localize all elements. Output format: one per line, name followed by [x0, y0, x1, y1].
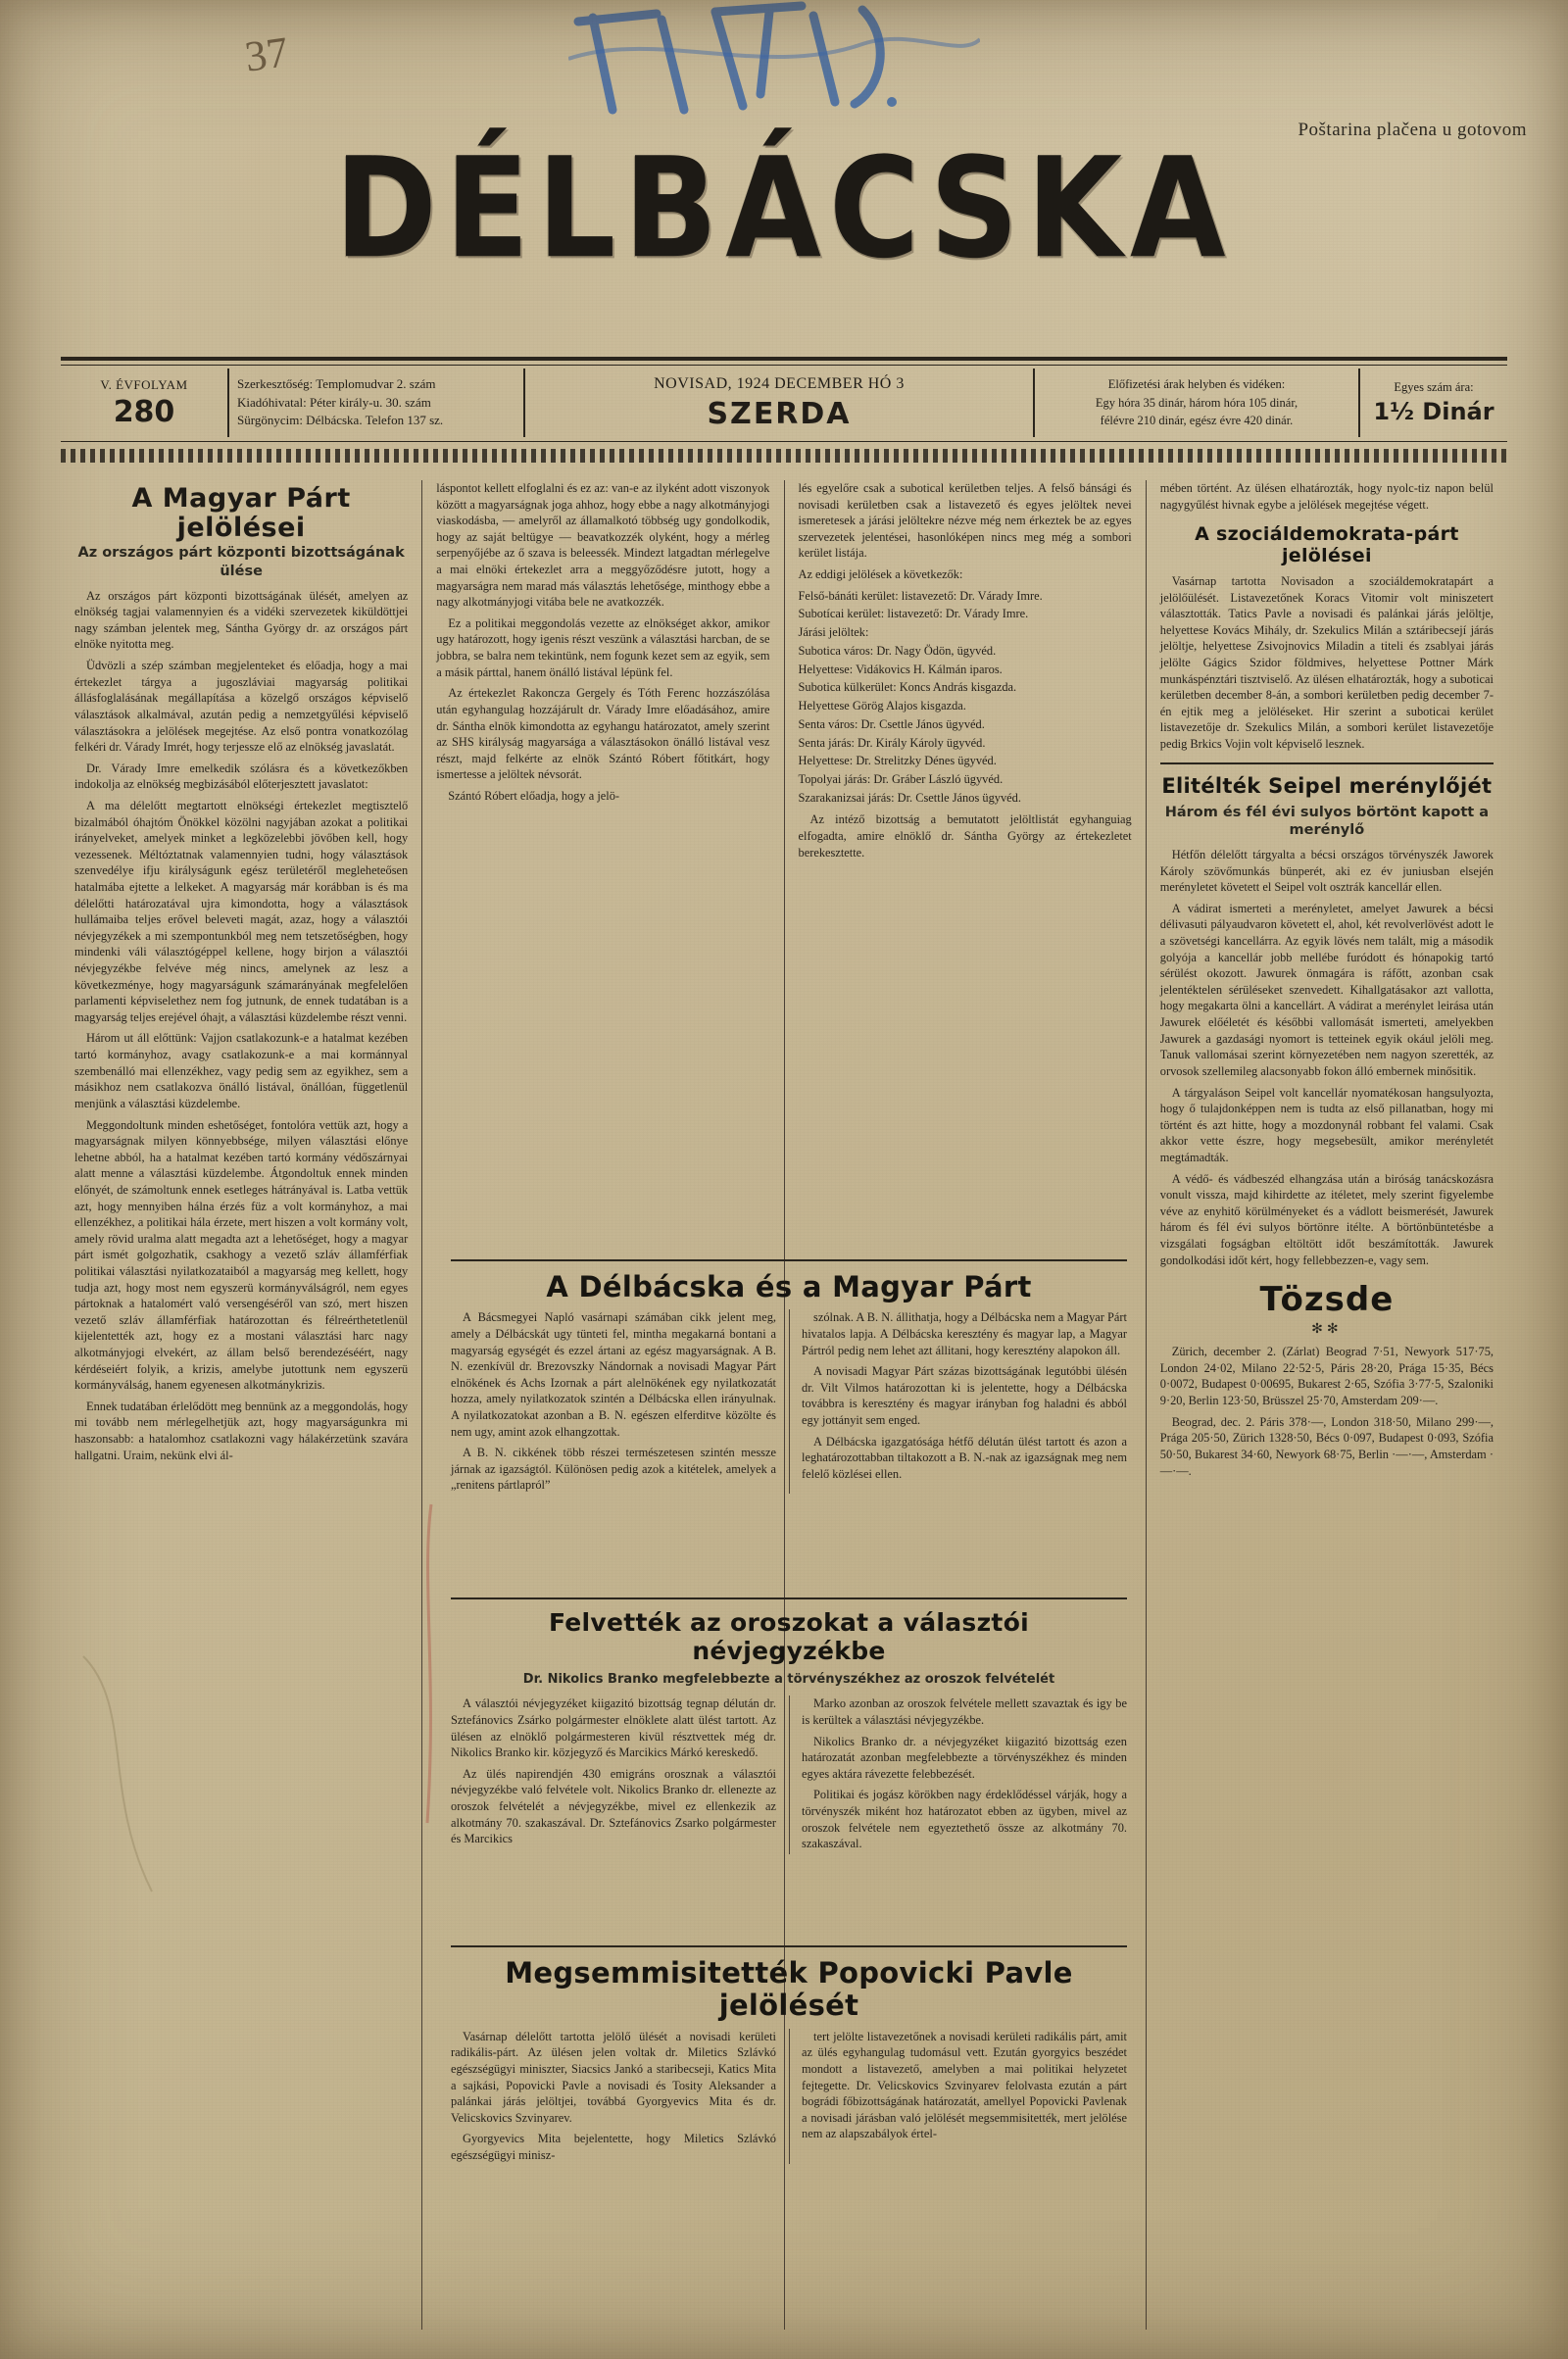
candidate-entry: Helyettese Görög Alajos kisgazda.: [798, 699, 966, 713]
article-3-p4: A védő- és vádbeszéd elhangzása után a biróság tanácskozásra vonult vissza, majd kihirdette az itéletet, mely szerint figyelembe véve az enyhitő körülményeket és a vádlott beismerését, Jawurek három és fél évi sulyos börtönre itéltе. A börtönbüntetésbe a vizsgálati fogságban eltöltött időt beszámították. Jawurek gondolkodási időt kért, hogy fellebbezzen-e, vagy sem.: [1159, 1171, 1494, 1267]
article-5-title: Felvették az oroszokat a választói névjegyzékbe: [548, 1608, 1030, 1665]
article-4-title: A Délbácska és a Magyar Párt: [546, 1270, 1032, 1303]
article-3-p2: A vádirat ismerteti a merényletet, amelyet Jawurek a bécsi délivasuti pályaudvaron követett el, ahol, két revolverlövést adott le a szövetségi kancellárra. Az egyik lövés nem talált, mig a második golyója a kancellár jobb mellébe furódott és hónapokig tartó sérülést okozott. Jawurek önmagára is ráfőtt, azonban csak jelentéktelen sérüléseket szenvedett. Kihallgatásakor azt vallotta, hogy megakarta ölni a kancellárt. A vádirat a merénylet leirása után Jawurek előéletét és későbbi vallomását ismerteti, amelyekben Jawurek a gazdasági nyomort is tetteinek egyik okául jelöli meg. Tanuk vallomásai szerint környezetében nem nagyon szerették, az orvosok szellemileg alacsonyabb fokon álló embernek minősitik.: [1159, 901, 1494, 1078]
handwritten-number: 37: [241, 27, 292, 81]
editorial-line-1: Szerkesztőség: Templomudvar 2. szám: [237, 375, 436, 391]
article-1-subtitle: Az országos párt központi bizottságának ülése: [77, 545, 405, 579]
article-5-p4: Nikolics Branko dr. a névjegyzéket kiigazitó bizottság ezen határozatát azonban megfelebbezte a törvényszékhez és minden egyes aktára rávezette felebbezését.: [802, 1734, 1127, 1781]
subscription-block: [1035, 369, 1358, 437]
article-4-p4: A novisadi Magyar Párt százas bizottságának legutóbbi ülésén dr. Vilt Vilmos határozottan ki is jelentette, hogy a Délbácska továbbra is keresztény és magyar irányban fog haladni és abból egy jottányit sem enged.: [802, 1364, 1127, 1427]
article-1b-p2: Ez a politikai meggondolás vezette az elnökséget akkor, amikor ugy határozott, hogy igenis részt veszünk a választási harcban, de se jobbra, se balra nem tekintünk, nem fogunk kezet sem az egyik, sem a másik párttal, hanem önálló listával lépünk fel.: [436, 615, 770, 679]
spacer-for-span-article: [436, 810, 769, 1104]
candidate-entry: Senta város: Dr. Csettle János ügyvéd.: [798, 716, 985, 731]
article-1-p3: Dr. Várady Imre emelkedik szólásra és a következőkben indokolja az elnökség megbizásából előterjesztett javaslatot:: [74, 761, 409, 792]
candidate-entry: Helyettese: Dr. Strelitzky Dénes ügyvéd.: [798, 754, 997, 768]
candidate-entry: Helyettese: Vidákovics H. Kálmán iparos.: [798, 662, 1003, 676]
article-5-block: [451, 1588, 1127, 1854]
date-block: [525, 369, 1033, 437]
candidate-entry: Járási jelöltek:: [798, 625, 869, 640]
article-1-p1: Az országos párt központi bizottságának ülését, amelyen az elnökség tagjai valamennyien és a vidéki szervezetek kiküldöttjei nagy számban jelentek meg, Sántha György dr. az országos párt elnöke nyitotta meg.: [74, 588, 409, 652]
article-1c-p1: lés egyelőre csak a subotical kerületben teljes. A felső bánsági és novisadi kerületben csak a listavezető és egyes jelöltek nevei ismeretesek a járási jelöltekre nézve még nem érkeztek be az egyes szervezetek jelentései, hasonlóképen nincs meg még a sombori kerület listája.: [798, 481, 1132, 561]
editorial-line-2: Kiadóhivatal: Péter király-u. 30. szám: [237, 394, 431, 410]
nameplate-infobar: [61, 369, 1507, 437]
tozsde-line-1: Zürich, december 2. (Zárlat) Beograd 7·51, Newyork 517·75, London 24·02, Milano 22·52·5, Páris 28·20, Prága 15·35, Bécs 0·0072, Budapest 0·00695, Bukarest 2·65, Szófia 3·77·5, Szaloniki 9·20, Berlin 123·50, Brüsszel 25·70, Amsterdam 209·—.: [1159, 1345, 1494, 1408]
article-6-p1: Vasárnap délelőtt tartotta jelölő ülését a novisadi kerületi radikális-párt. Az ülésen jelen voltak dr. Miletics Szlávkó egészségügyi miniszter, Siacsics Jankó a staribecseji, Katics Mita a sajkási, Popovicki Pavle a novisadi és Tosity Aleksander a palánkai járás jelöltjei, továbbá Gyorgyevics Mita és dr. Velicskovics Szvinyarev.: [451, 2029, 776, 2125]
masthead-title: DÉLBÁCSKA: [334, 127, 1234, 289]
subscription-line-2: félévre 210 dinár, egész évre 420 dinár.: [1100, 414, 1294, 428]
article-4-p1: A Bácsmegyei Napló vasárnapi számában cikk jelent meg, amely a Délbácskát ugy tünteti fel, mintha megakarná bontani a magyarság egységét és ezzel ártani az egész magyarságnak. A B. N. ezenkívül dr. Brezovszky Nándornak a novisadi Magyar Párt elnökének és Achs Izornak a párt alelnökének egy nyilatkozatát hozza, amely nyilatkozatok szintén a Délbácska ellen irányulnak. A nyilatkozatokat azonban a B. N. egészen elferditve közölte és nem ugy, amint azok elhangzottak.: [451, 1310, 776, 1439]
rule-top-thin: [61, 365, 1507, 366]
subscription-line-1: Egy hóra 35 dinár, három hóra 105 dinár,: [1095, 395, 1298, 410]
single-price-label: Egyes szám ára:: [1394, 380, 1474, 394]
candidate-entry: Subotica külkerület: Koncs András kisgazda.: [798, 680, 1017, 695]
article-6-columns: [451, 2029, 1127, 2164]
article-6-block: [451, 1936, 1127, 2164]
article-1-p2: Üdvözli a szép számban megjelenteket és előadja, hogy a mai értekezlet tárgya a jugoszláviai magyarság politikai állásfoglalásának megállapítása a közelgő országos képviselő választások alkalmával, azután pedig a nemzetgyűlési képviselő választásokra a jelölések megejtése. Az első pontra vonatkozólag felkéri dr. Várady Imrét, hogy terjessze elő az elnökség javaslatát.: [74, 659, 409, 755]
editorial-info: [229, 369, 523, 437]
rule-bottom-thin: [61, 441, 1507, 442]
article-1-p6: Meggondoltunk minden eshetőséget, fontolóra vettük azt, hogy a magyarságnak milyen könnyebbsége, milyen választási előnye lehetne abból, ha a hatalmat kezében tartó kormány védőszárnyai alatt menne a választási küzdelembe. Átgondoltuk ennek minden előnyét, de számoltunk ennek esetleges hátrányával is. Latba vettük azt, hogy mennyiben hálna érzés füz a volt kormányhoz, a mai ellenzékhez, a politikai hála érzete, mert hiszen a volt kormány volt, amely rövid uralma alatt megadta azt a lehetőséget, hogy a magyar párt ismét golgozhatik, csakhogy a vezető szláv államférfiak politikai választási nyilatkozataiból a magyarság meg kellett, hogy tudja azt, hogy most nem egyszerü kormányválságról, nem egyes pártoknak a hatalomért való versengéséről van szó, mert hiszen vezető szláv államférfiak határozottan és félreérthetetlenül kijelentették azt, hogy ez a mostani választási harc nagy alkotmányjogi elvekért, az állam belső berendezéséért, nagy kérdéseiért folyik, a krizis, amelybe jutottunk nem egyszerü kormányválság, hanem egyenesen alkotmánykrizis.: [74, 1117, 409, 1393]
section-rule: [451, 1259, 1127, 1261]
volume-block: [61, 369, 227, 437]
tozsde-ornament: ✻✻: [1311, 1322, 1343, 1338]
article-3-p1: Hétfőn délelőtt tárgyalta a bécsi országos törvényszék Jaworek Károly szövőmunkás bünperét, aki ez év juniusban elsején merényletet követett el Seipel volt osztrák kancellár ellen.: [1159, 848, 1494, 895]
candidate-entry: Szarakanizsai járás: Dr. Csettle János ügyvéd.: [798, 790, 1021, 805]
editorial-line-3: Sürgönycim: Délbácska. Telefon 137 sz.: [237, 413, 444, 428]
article-5-p2: Az ülés napirendjén 430 emigráns orosznak a választói névjegyzékbe való felvétele volt. Nikolics Branko dr. ellenezte az oroszok felvételét a névjegyzékbe, mivel ez ellenkezik az alkotmány 70. szakaszával. Dr. Sztefánovics Zsarko polgármester és Marcikics: [451, 1766, 776, 1846]
article-4-columns: [451, 1309, 1127, 1494]
single-price-value: 1½ Dinár: [1373, 398, 1494, 425]
article-1b-p4: Szántó Róbert előadja, hogy a jelö-: [448, 788, 620, 803]
article-5-columns: [451, 1696, 1127, 1854]
article-5-p5: Politikai és jogász körökben nagy érdeklődéssel várják, hogy a törvényszék miként hoz határozatot ebben az ügyben, mivel az oroszok felvétele nem egyeztethető össze az alkotmány 70. szakaszával.: [802, 1788, 1127, 1851]
article-1d-p1: mében történt. Az ülésen elhatározták, hogy nyolc-tiz napon belül nagygyűlést hivnak egybe a jelölések megejtése végett.: [1159, 481, 1494, 512]
subscription-title: Előfizetési árak helyben és vidéken:: [1107, 376, 1286, 391]
article-2-p1: Vasárnap tartotta Novisadon a szociáldemokratapárt a jelölőülését. Listavezetőnek Koracs Vitomir volt miniszetert választották. Tatics Pavle a novisadi és palánkai járás jelöltje, helyettese Kovács Mihály, dr. Szekulics Milán a sztáribecsejí járás jelöltje, helyettese Zsivojnovics Miladin a titeli és zsablyai járás jelölte Gágics Szidor földmives, helyettese Pottner Márk munkáspénztári tisztviselő. Az ülésen elhatározták, hogy a suboticai kerületben december 8-án, a sombori kerületben pedig december 7-én ejtik meg a jelöléseket. Hir szerint a suboticai kerület listavezetője dr. Szekulics Milán, a sombori kerület listavezetője pedig Brkics Vojin volt képviselő lesznek.: [1159, 573, 1494, 751]
article-2-title: A szociáldemokrata-párt jelölései: [1195, 523, 1459, 567]
candidate-entry: Subotica város: Dr. Nagy Ödön, ügyvéd.: [798, 643, 997, 658]
column-1: [61, 480, 421, 2330]
handwritten-scribble: [568, 0, 980, 127]
article-6-p2: Gyorgyevics Mita bejelentette, hogy Miletics Szlávkó egészségügyi minisz-: [451, 2132, 776, 2162]
ornamental-band: [61, 449, 1507, 463]
article-3-title: Elitélték Seipel merénylőjét: [1161, 773, 1493, 798]
tozsde-line-2: Beograd, dec. 2. Páris 378·—, London 318·50, Milano 299·—, Prága 205·50, Zürich 1328·50, Bécs 0·097, Budapest 0·093, Szófia 50·50, Bukarest 34·60, Newyork 68·75, Berlin ·—·—, Amsterdam ·—·—.: [1159, 1414, 1494, 1478]
column-4: [1146, 480, 1507, 2330]
article-5-subtitle: Dr. Nikolics Branko megfelebbezte a törvényszékhez az oroszok felvételét: [522, 1671, 1055, 1687]
candidate-entry: Felső-bánáti kerület: listavezető: Dr. Várady Imre.: [798, 588, 1043, 603]
issue-number: 280: [113, 394, 175, 429]
article-5-p1: A választói névjegyzéket kiigazitó bizottság tegnap délután dr. Sztefánovics Zsárko polgármester elnöklete alatt ülést tartott. Az ülésen az elnöklő polgármesteren kivül résztvettek még dr. Nikolics Branko kir. közjegyző és Marcikics Márkó kereskedő.: [451, 1696, 776, 1760]
article-3-p3: A tárgyaláson Seipel volt kancellár nyomatékosan hangsulyozta, hogy ő tulajdonképpen nem is tudta az első pillanatban, hogy mi történt és azt hitte, hogy a mozdonynál robbant fel valami. Csak akkor vette észre, hogy megsebesült, amikor merényletét megtámadták.: [1159, 1085, 1494, 1164]
article-1b-p1: láspontot kellett elfoglalni és ez az: van-e az ilyként adott viszonyok között a magyarságnak joga ahhoz, hogy ebbe a nagy alkotmányjogi viaskodásba, — amelyről az államalkotó többség ugy gondolkodik, hogy az saját beltügye — beavatkozzék olyként, hogy a mérleg serpenyőjébe az ő szava is beleessék. Mindezt latgadtan mérlegelve a mai elnöki értekezlet arra a meggyőződésre jutott, hogy a magyarságra nem marad más választás lehetősége, minthogy ebbe a nagy alkotmányjogi vitába bele ne avatkozzék.: [436, 481, 770, 610]
article-3-subtitle: Három és fél évi sulyos börtönt kapott a merénylő: [1164, 804, 1490, 838]
article-4-p3: szólnak. A B. N. állithatja, hogy a Délbácska nem a Magyar Párt hivatalos lapja. A Délbácska keresztény és magyar lap, a Magyar Pártról pedig nem lehet azt állitani, hogy keresztény alapokon áll.: [802, 1310, 1127, 1357]
candidate-entry: Subotícai kerület: listavezető: Dr. Várady Imre.: [798, 607, 1029, 621]
article-4-p2: A B. N. cikkének több részei természetesen szintén messze járnak az igazságtól. Különösen pedig azok a kitételek, amelyek a „renitens pártlapról”: [451, 1446, 776, 1493]
postage-notice: Poštarina plačena u gotovom: [1298, 120, 1527, 140]
article-6-p3: tert jelölte listavezetőnek a novisadi kerületi radikális párt, amit az ülés egyhangulag tudomásul vett. Ezután gyorgyics beszédet mondott a listavezető, amelyben a mai politikai helyzetet fejtegette. Dr. Velicskovics Szvinyarev felolvasta ezután a párt bográdi főbizottságának határozatát, amellyel Popovicki Pavlenak a novisadi járásban való jelölését megsemmisitették, mert jelölése nem az alapszabályok értel-: [802, 2029, 1127, 2141]
article-6-title: Megsemmisitették Popovicki Pavle jelölését: [505, 1956, 1073, 2023]
article-1-p7: Ennek tudatában érlelődött meg bennünk az a meggondolás, hogy mi tovább nem mérlegelhetjük azt, hogy magyarságunkra mi haszonsabb: a hatalomhoz csatlakozni vagy hálakérzetünk szavára hallgatni. Uraim, nekünk elvi ál-: [74, 1399, 409, 1462]
article-4-block: [451, 1250, 1127, 1494]
tozsde-title: Tözsde: [1259, 1280, 1395, 1320]
section-rule: [451, 1945, 1127, 1947]
article-4-p5: A Délbácska igazgatósága hétfő délután ülést tartott és azon a leghatározottabban tiltakozott a B. N.-nak az igazságnak meg nem felelő közlései ellen.: [802, 1434, 1127, 1481]
article-1-title: A Magyar Párt jelölései: [131, 483, 351, 543]
section-rule: [1160, 762, 1494, 764]
article-1c-closing: Az intéző bizottság a bemutatott jelöltlistát egyhanguiag elfogadta, amire elnöklő dr. Sántha György az értekezletet berekesztette.: [798, 812, 1132, 860]
candidate-entry: Topolyai járás: Dr. Gráber László ügyvéd.: [798, 772, 1004, 786]
single-price-block: [1360, 369, 1507, 437]
volume-label: V. ÉVFOLYAM: [100, 376, 188, 392]
article-1-p5: Három ut áll előttünk: Vajjon csatlakozunk-e a hatalmat kezében tartó kormányhoz, avagy csatlakozunk-e a mai kormánnyal szembenálló mai ellenzékhez, vagy pedig sem az egyikhez, sem a másikhoz nem csatlakozva önálló listával, önállóan, függetlenül menjünk a választási küzdelembe.: [74, 1031, 409, 1110]
article-1b-p3: Az értekezlet Rakonczа Gergely és Tóth Ferenc hozzászólása után egyhangulag hozzájárult dr. Várady Imre előadásához, amire dr. Sántha elnök kimondotta az egyhangu határozatot, amely szerint az SHS királyság magyarsága a választásokon önálló listával vesz részt, majd felkérte az elnök Szántó Róbert főtitkárt, hogy ismertesse a jelöltek névsorát.: [436, 686, 770, 782]
article-1-p4: A ma délelőtt megtartott elnökségi értekezlet megtisztelő bizalmából óhajtóm Önökkel közölni nagyjában azokat a politikai irányelveket, amelyek minket a legközelebbi jövőben kell, hogy vezessenek. Méltóztatnak valamennyien tudni, hogy választások szenvedélye ifju királyságunk egész területéről megleheteősen hatalmába ejtette a lelkeket. A magyarság már korábban is és ma délelőtti határozatával ujra kimondotta, hogy a választások hullámaiba teljes erővel beleveti magát, azaz, hogy a választói névjegyzékek a mi szempontunkból meg nem tetszetőségben, hogy mindenki váli választógéppel kellene, hogy birjon a választói névjegyzékbe felvéve még nincs, amelynek az lesz a következménye, hogy magyarságunk számarányának megfelelően parlamenti képviselethez nem fog jutnunk, de ennek tudatában is a magyarság teljes erejével óhajt, a választási küzdelembe részt venni.: [74, 798, 409, 1024]
rule-top: [61, 357, 1507, 361]
weekday: SZERDA: [707, 396, 852, 431]
article-1c-list-intro: Az eddigi jelölések a következők:: [798, 567, 963, 582]
place-date: NOVISAD, 1924 DECEMBER HÓ 3: [654, 374, 905, 392]
section-rule: [451, 1597, 1127, 1599]
article-5-p3: Marko azonban az oroszok felvétele mellett szavaztak és igy be is kerültek a választási névjegyzékbe.: [802, 1696, 1127, 1727]
candidate-entry: Senta járás: Dr. Király Károly ügyvéd.: [798, 735, 986, 750]
